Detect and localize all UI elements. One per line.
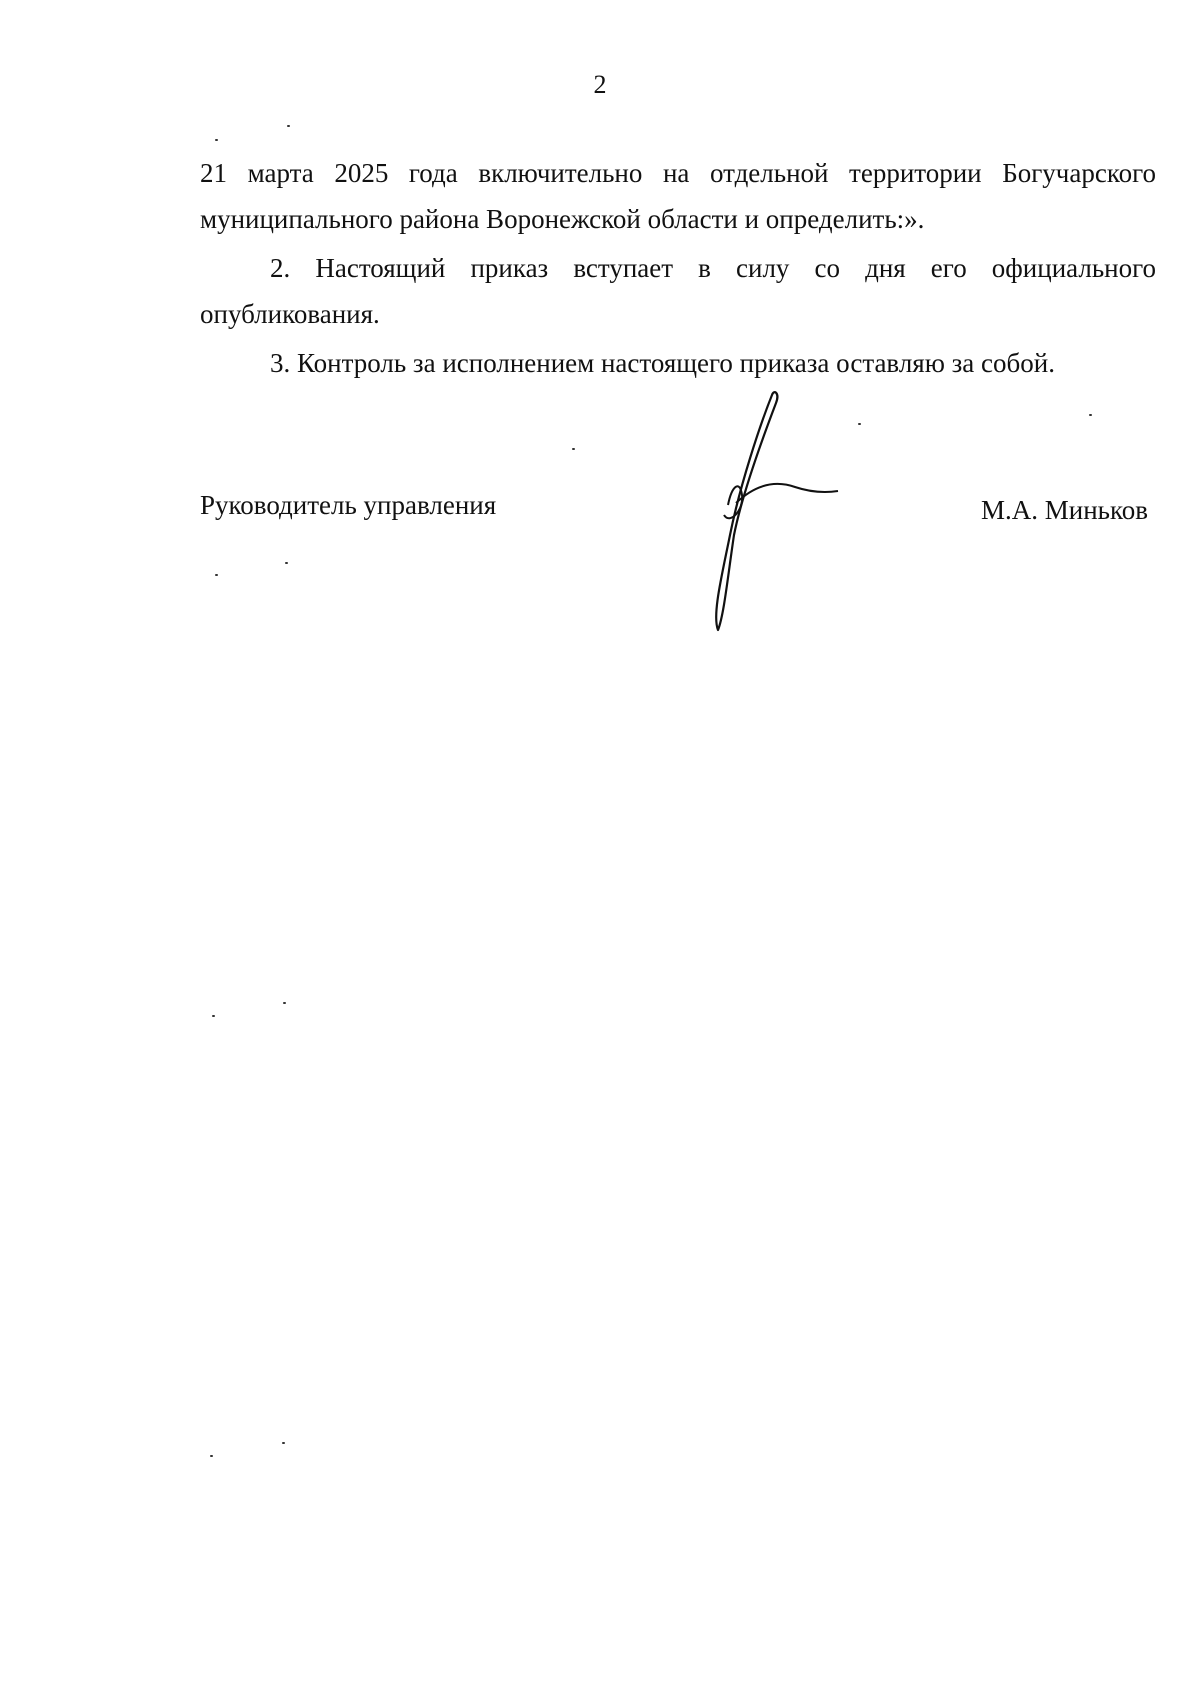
scan-speck xyxy=(212,1015,215,1017)
scan-speck xyxy=(1089,414,1092,416)
scan-speck xyxy=(282,1442,285,1444)
paragraph-item-2 xyxy=(200,245,1156,337)
paragraph-text: 21 марта 2025 года включительно на отдельной территории Богучарского муниципального района Воронежской области и определить:». xyxy=(200,158,1156,234)
scan-speck xyxy=(287,125,290,127)
paragraph-item-3 xyxy=(200,340,1156,386)
scan-speck xyxy=(283,1002,286,1004)
handwritten-signature xyxy=(700,385,840,635)
scan-speck xyxy=(858,423,861,425)
paragraph-text: 3. Контроль за исполнением настоящего приказа оставляю за собой. xyxy=(270,348,1055,378)
page-number: 2 xyxy=(593,70,607,99)
scan-speck xyxy=(285,562,288,564)
scan-speck xyxy=(572,448,575,450)
scan-speck xyxy=(210,1455,213,1457)
signatory-name: М.А. Миньков xyxy=(981,495,1148,525)
paragraph-continuation xyxy=(200,150,1156,242)
scan-speck xyxy=(215,574,218,576)
signatory-role: Руководитель управления xyxy=(200,490,497,520)
paragraph-text: 2. Настоящий приказ вступает в силу со дня его официального опубликования. xyxy=(200,253,1156,329)
scan-speck xyxy=(215,139,218,141)
